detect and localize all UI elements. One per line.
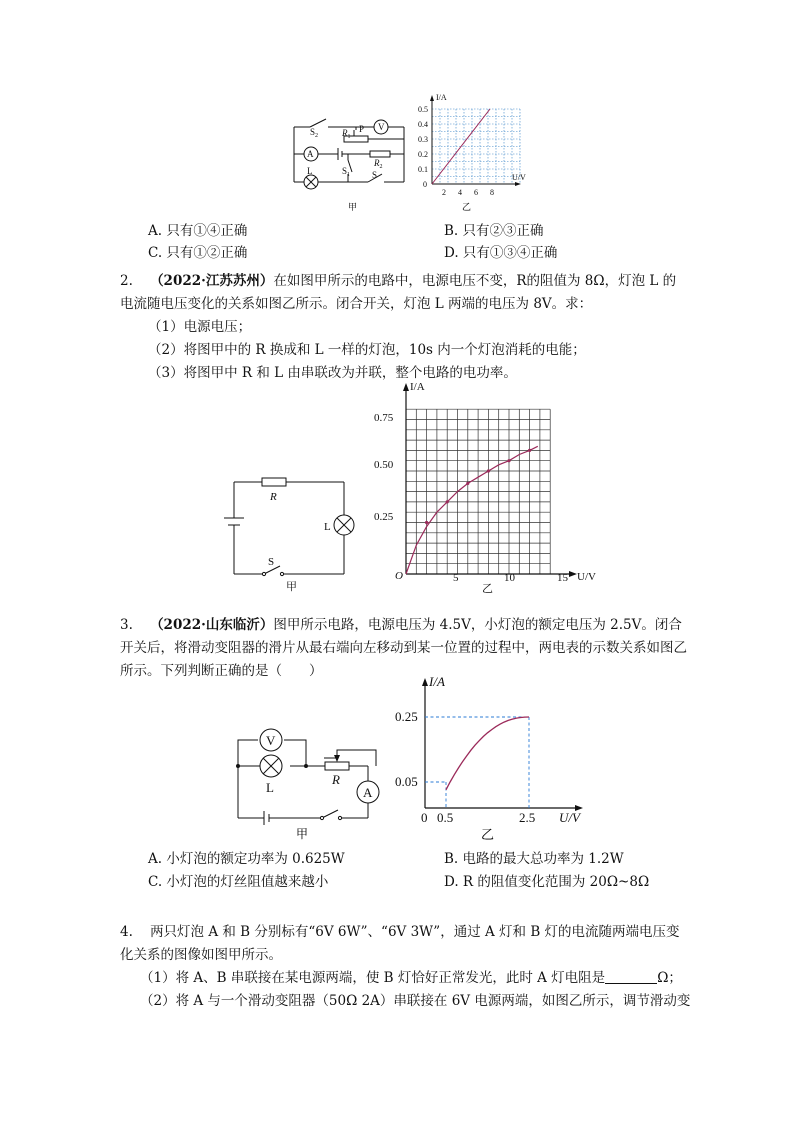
q1-xtick: 4 xyxy=(458,188,462,197)
q3-ytick: 0.05 xyxy=(395,774,418,789)
q2-graph-xlabel: U/V xyxy=(577,571,596,583)
q3-option-c[interactable]: C. 小灯泡的灯丝阻值越来越小 xyxy=(148,874,329,890)
q3-voltmeter-label: V xyxy=(266,733,276,748)
q2-ytick: 0.50 xyxy=(374,459,394,471)
q1-fig-yi: 乙 xyxy=(462,202,472,212)
q3-ammeter-label: A xyxy=(363,785,373,800)
q4-stem-line1: 4. 两只灯泡 A 和 B 分别标有“6V 6W”、“6V 3W”，通过 A 灯和 B 灯的电流随两端电压变 xyxy=(120,924,680,940)
q3-option-d[interactable]: D. R 的阻值变化范围为 20Ω~8Ω xyxy=(444,874,650,890)
q3-number: 3. xyxy=(120,617,133,633)
q1-ytick: 0.1 xyxy=(418,165,428,174)
q3-stem-line2: 开关后，将滑动变阻器的滑片从最右端向左移动到某一位置的过程中，两电表的示数关系如图乙 xyxy=(120,640,687,656)
q3-fig-yi: 乙 xyxy=(481,827,495,842)
q2-circuit-figure xyxy=(222,470,362,595)
q1-p-label: P xyxy=(359,124,365,134)
q2-xtick: 10 xyxy=(504,572,515,584)
q2-fig-jia: 甲 xyxy=(286,581,297,593)
q1-s1-label: $S_1$ xyxy=(342,166,351,178)
q2-curve-point xyxy=(528,449,531,452)
q1-graph-ylabel: I/A xyxy=(436,93,447,102)
q3-option-b[interactable]: B. 电路的最大总功率为 1.2W xyxy=(444,851,624,867)
q1-graph xyxy=(418,92,538,217)
q3-option-a[interactable]: A. 小灯泡的额定功率为 0.625W xyxy=(148,851,345,867)
q2-curve-point xyxy=(425,521,428,524)
q1-graph-origin: 0 xyxy=(423,180,427,189)
q2-curve-point xyxy=(446,500,449,503)
q4-stem-line2: 化关系的图像如图甲所示。 xyxy=(120,947,282,963)
q4-sub1: （1）将 A、B 串联接在某电源两端，使 B 灯恰好正常发光，此时 A 灯电阻是 Ω； xyxy=(140,970,682,986)
q1-lamp-label: L xyxy=(307,166,313,176)
q1-ammeter-label: A xyxy=(307,149,314,159)
q2-sub3: （3）将图甲中 R 和 L 由串联改为并联，整个电路的电功率。 xyxy=(148,365,517,381)
q3-xtick: 2.5 xyxy=(519,810,536,825)
q2-source: （2022·江苏苏州） xyxy=(150,273,274,289)
q3-ytick: 0.25 xyxy=(395,709,418,724)
q1-ytick: 0.5 xyxy=(418,105,428,114)
q1-ytick: 0.2 xyxy=(418,150,428,159)
q2-r-label: R xyxy=(270,491,277,503)
q2-graph-ylabel: I/A xyxy=(410,381,425,393)
q1-fig-jia: 甲 xyxy=(348,202,358,212)
q3-stem-line3: 所示。下列判断正确的是（ ） xyxy=(120,663,323,679)
q1-r2-label: $R_2$ xyxy=(374,158,383,170)
q3-graph-ylabel: I/A xyxy=(429,674,445,689)
q2-curve-point xyxy=(487,469,490,472)
q3-r-label: R xyxy=(332,772,340,787)
q1-ytick: 0.4 xyxy=(418,120,428,129)
q2-number: 2. xyxy=(120,273,133,289)
q3-lamp-label: L xyxy=(266,780,274,795)
q2-xtick: 5 xyxy=(453,572,459,584)
q1-s-label: S xyxy=(372,170,378,180)
q1-xtick: 8 xyxy=(490,188,494,197)
q3-graph xyxy=(395,674,595,844)
q3-stem-line1: 3. （2022·山东临沂）图甲所示电路，电源电压为 4.5V，小灯泡的额定电压为 2.5V。闭合 xyxy=(120,617,682,633)
q1-option-c[interactable]: C. 只有①②正确 xyxy=(148,245,248,261)
q2-graph-origin: O xyxy=(395,570,403,582)
q2-stem-line2: 电流随电压变化的关系如图乙所示。闭合开关，灯泡 L 两端的电压为 8V。求： xyxy=(120,296,593,312)
q1-s2-label: $S_2$ xyxy=(310,127,319,139)
q1-option-a[interactable]: A. 只有①④正确 xyxy=(148,223,248,239)
q3-xtick: 0.5 xyxy=(437,810,454,825)
q2-xtick: 15 xyxy=(557,572,568,584)
q4-answer-blank[interactable] xyxy=(605,969,657,984)
q2-curve-point xyxy=(507,459,510,462)
q1-ytick: 0.3 xyxy=(418,135,428,144)
q3-graph-xlabel: U/V xyxy=(559,810,580,825)
q2-fig-yi: 乙 xyxy=(482,583,493,593)
q1-voltmeter-label: V xyxy=(378,122,385,132)
q3-graph-origin: 0 xyxy=(421,810,428,825)
q2-s-label: S xyxy=(268,556,275,568)
q1-option-b[interactable]: B. 只有②③正确 xyxy=(444,223,544,239)
q2-ytick: 0.25 xyxy=(374,511,394,523)
q1-graph-xlabel: U/V xyxy=(512,173,526,182)
q3-fig-jia: 甲 xyxy=(296,827,309,840)
q2-sub1: （1）电源电压； xyxy=(148,319,252,335)
q2-lamp-label: L xyxy=(324,521,331,533)
q2-ytick: 0.75 xyxy=(374,412,394,424)
q1-option-d[interactable]: D. 只有①③④正确 xyxy=(444,245,558,261)
q2-curve-point xyxy=(466,482,469,485)
q2-stem-line1: 2. （2022·江苏苏州）在如图甲所示的电路中，电源电压不变，R的阻值为 8Ω，灯泡 L 的 xyxy=(120,273,677,289)
q1-xtick: 6 xyxy=(474,188,478,197)
q4-sub2: （2）将 A 与一个滑动变阻器（50Ω 2A）串联接在 6V 电源两端，如图乙所示，调节滑动变 xyxy=(140,993,691,1009)
q2-graph xyxy=(370,378,605,593)
q2-sub2: （2）将图甲中的 R 换成和 L 一样的灯泡，10s 内一个灯泡消耗的电能； xyxy=(148,342,586,358)
q3-circuit-figure xyxy=(228,722,388,840)
q1-r1-label: $R_1$ xyxy=(342,128,351,140)
q1-circuit-figure xyxy=(286,100,416,215)
q3-source: （2022·山东临沂） xyxy=(150,617,274,633)
q1-xtick: 2 xyxy=(442,188,446,197)
q4-number: 4. xyxy=(120,924,133,940)
